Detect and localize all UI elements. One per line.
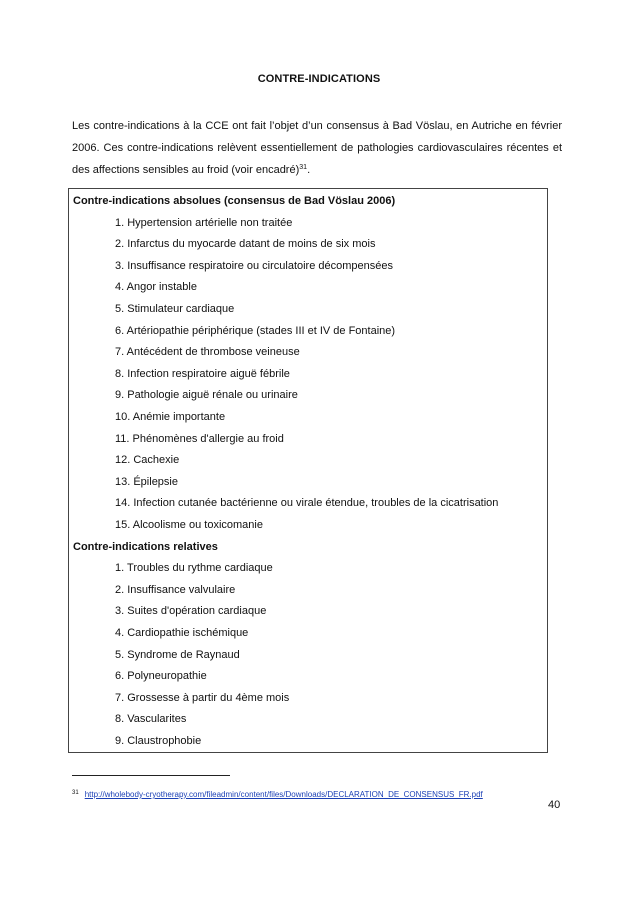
footnote-reference[interactable]: 31 — [299, 164, 308, 171]
page-number: 40 — [548, 799, 561, 811]
relative-item: 3. Suites d'opération cardiaque — [115, 605, 267, 618]
footnote-link[interactable]: http://wholebody-cryotherapy.com/fileadmin/content/files/Downloads/DECLARATION_DE_CONSENSUS_FR.pdf — [84, 790, 483, 799]
relative-item: 7. Grossesse à partir du 4ème mois — [115, 691, 290, 704]
intro-end: . — [307, 164, 311, 176]
absolute-item: 5. Stimulateur cardiaque — [115, 303, 235, 315]
relative-item: 2. Insuffisance valvulaire — [115, 583, 236, 596]
contraindications-box — [68, 188, 548, 753]
page-title: CONTRE-INDICATIONS — [257, 73, 381, 85]
absolute-item: 3. Insuffisance respiratoire ou circulatoire décompensées — [115, 259, 394, 272]
relative-item: 6. Polyneuropathie — [115, 670, 207, 683]
footnote — [72, 790, 483, 799]
relative-item: 9. Claustrophobie — [115, 735, 202, 747]
absolute-item: 11. Phénomènes d'allergie au froid — [115, 432, 284, 445]
absolute-item: 12. Cachexie — [115, 454, 180, 467]
relative-item: 5. Syndrome de Raynaud — [115, 648, 240, 661]
absolute-item: 2. Infarctus du myocarde datant de moins de six mois — [115, 238, 376, 251]
footnote-divider — [72, 775, 230, 776]
absolute-item: 15. Alcoolisme ou toxicomanie — [115, 519, 263, 531]
relative-item: 8. Vascularites — [115, 713, 187, 726]
absolute-item: 1. Hypertension artérielle non traitée — [115, 216, 293, 229]
relative-heading: Contre-indications relatives — [73, 540, 218, 553]
absolute-item: 9. Pathologie aiguë rénale ou urinaire — [115, 389, 298, 402]
intro-text: Les contre-indications à la CCE ont fait l’objet d’un consensus à Bad Vöslau, en Autriche en février 2006. Ces contre-indications relèvent essentiellement de pathologies cardiovasculaires récentes et des affections sensibles au froid (voir encadré) — [72, 120, 562, 176]
relative-item: 4. Cardiopathie ischémique — [115, 627, 249, 639]
absolute-item: 10. Anémie importante — [115, 411, 226, 423]
intro-paragraph — [72, 115, 562, 181]
absolute-item: 6. Artériopathie périphérique (stades III et IV de Fontaine) — [115, 324, 396, 337]
footnote-number: 31 — [72, 790, 79, 796]
absolute-heading: Contre-indications absolues (consensus de Bad Vöslau 2006) — [73, 195, 396, 207]
absolute-item: 14. Infection cutanée bactérienne ou virale étendue, troubles de la cicatrisation — [115, 497, 499, 510]
absolute-item: 8. Infection respiratoire aiguë fébrile — [115, 367, 290, 380]
relative-item: 1. Troubles du rythme cardiaque — [115, 562, 273, 575]
absolute-item: 13. Épilepsie — [115, 475, 178, 488]
absolute-item: 4. Angor instable — [115, 281, 197, 294]
absolute-item: 7. Antécédent de thrombose veineuse — [115, 346, 300, 359]
